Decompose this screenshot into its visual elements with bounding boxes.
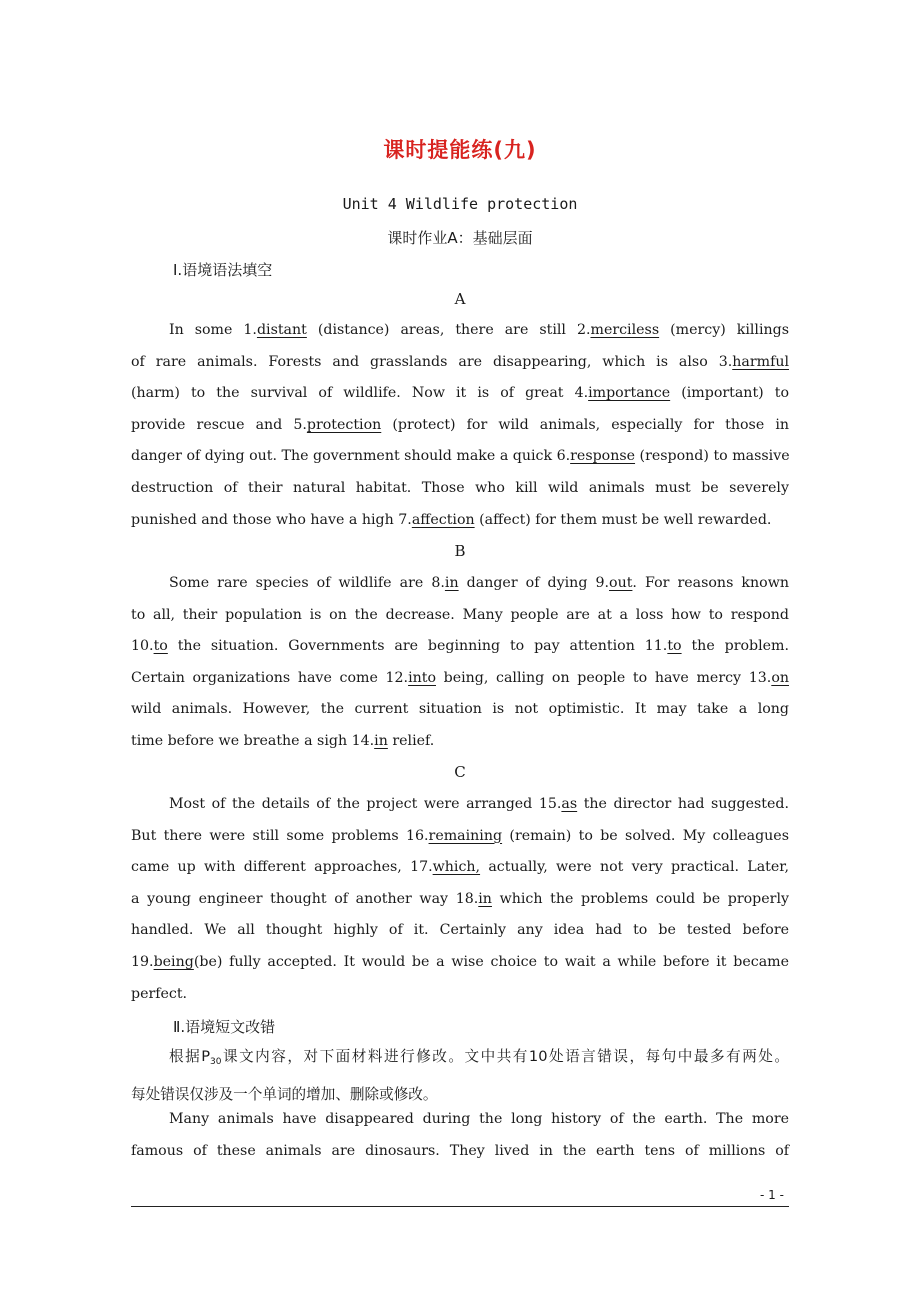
passage-text: (respond) to massive [635, 448, 790, 465]
part-a-label: A [454, 290, 466, 308]
passage-text: actually, were not very practical. Later, [480, 859, 789, 876]
answer-blank: to [667, 638, 682, 655]
blank-number: 5. [293, 416, 307, 433]
blank-number: 17. [410, 859, 433, 876]
passage-line [131, 315, 789, 347]
document-title: 课时提能练(九) [383, 138, 537, 162]
passage-text: the director had suggested. [577, 796, 789, 812]
blank-number: 13. [748, 669, 772, 686]
passage-line [131, 915, 789, 947]
passage-text: Most of the details of the project were arranged [169, 796, 539, 812]
passage-text: Certain organizations have come [131, 669, 386, 686]
part-b-passage [131, 568, 789, 758]
passage-line [131, 789, 789, 821]
answer-blank: merciless [590, 322, 660, 338]
passage-text: (mercy) killings [659, 322, 789, 338]
instruction-line: 根据$P_{30}$课文内容，对下面材料进行修改。文中共有10处语言错误，每句中最多有两处。 [169, 1048, 789, 1067]
passage-text: danger of dying out. The government should make a quick [131, 448, 557, 465]
passage-text: perfect. [131, 985, 188, 1002]
passage-text: to all, their population is on the decrease. Many people are at a loss how to respond [131, 606, 789, 623]
passage-text: famous of these animals are dinosaurs. They lived in the earth tens of millions of [131, 1142, 789, 1159]
footer-rule [131, 1206, 789, 1207]
blank-number: 4. [574, 385, 589, 402]
blank-number: 1. [243, 322, 257, 338]
answer-blank: distant [256, 322, 307, 338]
blank-number: 9. [595, 575, 610, 591]
answer-blank: in [444, 575, 459, 591]
passage-text: relief. [387, 732, 435, 749]
blank-number: 2. [576, 322, 591, 338]
passage-line [131, 726, 789, 758]
unit-heading: Unit 4 Wildlife protection [342, 195, 578, 213]
passage-text: (distance) areas, there are still [306, 322, 577, 338]
passage-line [131, 1104, 789, 1136]
answer-blank: affection [411, 511, 475, 528]
answer-blank: which, [432, 859, 481, 876]
blank-number: 8. [431, 575, 445, 591]
passage-text: punished and those who have a high [131, 511, 399, 528]
passage-text: In some [169, 322, 244, 338]
passage-text: the situation. Governments are beginning to pay attention [167, 638, 645, 655]
lesson-subtitle: 课时作业A：基础层面 [387, 229, 533, 247]
blank-number: 10. [131, 638, 154, 655]
instruction-line: 每处错误仅涉及一个单词的增加、删除或修改。 [131, 1085, 438, 1103]
answer-blank: as [561, 796, 578, 812]
passage-text: a young engineer thought of another way [131, 890, 456, 907]
passage-text: destruction of their natural habitat. Those who kill wild animals must be severely [131, 479, 789, 496]
answer-blank: to [153, 638, 168, 655]
answer-blank: on [771, 669, 789, 686]
section-2-instruction [131, 1041, 789, 1110]
answer-blank: into [408, 669, 436, 686]
passage-line [131, 852, 789, 884]
section-2-passage [131, 1104, 789, 1167]
passage-text: danger of dying [458, 575, 596, 591]
answer-blank: in [478, 890, 492, 907]
blank-number: 3. [718, 353, 733, 370]
blank-number: 11. [644, 638, 668, 655]
answer-blank: remaining [428, 827, 503, 844]
blank-number: 14. [351, 732, 375, 749]
passage-text: . For reasons known [632, 575, 789, 591]
passage-line [131, 347, 789, 379]
blank-number: 16. [405, 827, 429, 844]
part-c-passage [131, 789, 789, 1010]
answer-blank: response [570, 448, 636, 465]
passage-text: handled. We all thought highly of it. Certainly any idea had to be tested before [131, 922, 789, 939]
passage-text: of rare animals. Forests and grasslands are disappearing, which is also [131, 353, 719, 370]
blank-number: 7. [398, 511, 412, 528]
answer-blank: protection [306, 416, 382, 433]
passage-text: came up with different approaches, [131, 859, 411, 876]
passage-line [131, 473, 789, 505]
blank-number: 18. [455, 890, 479, 907]
passage-text: (remain) to be solved. My colleagues [502, 827, 789, 844]
answer-blank: importance [588, 385, 671, 402]
blank-number: 12. [385, 669, 409, 686]
passage-text: (affect) for them must be well rewarded. [474, 511, 772, 528]
passage-line [131, 663, 789, 695]
passage-line [131, 821, 789, 853]
passage-text: Many animals have disappeared during the long history of the earth. The more [169, 1111, 789, 1127]
passage-line [131, 694, 789, 726]
blank-number: 6. [556, 448, 571, 465]
passage-line [131, 600, 789, 632]
passage-line [131, 378, 789, 410]
passage-line [131, 568, 789, 600]
passage-line [131, 505, 789, 537]
answer-blank: being [153, 953, 194, 970]
passage-text: provide rescue and [131, 416, 294, 433]
passage-text: being, calling on people to have mercy [435, 669, 749, 686]
passage-text: the problem. [681, 638, 789, 655]
passage-text: (be) fully accepted. It would be a wise choice to wait a while before it became [193, 953, 789, 970]
answer-blank: out [609, 575, 633, 591]
passage-line [131, 631, 789, 663]
page-number: - 1 - [760, 1188, 784, 1202]
passage-text: time before we breathe a sigh [131, 732, 352, 749]
passage-text: Some rare species of wildlife are [169, 575, 432, 591]
answer-blank: in [374, 732, 388, 749]
passage-line [131, 441, 789, 473]
part-b-label: B [454, 542, 466, 560]
passage-text: which the problems could be properly [491, 890, 789, 907]
part-a-passage [131, 315, 789, 536]
passage-text: (important) to [670, 385, 789, 402]
passage-text: (protect) for wild animals, especially for those in [381, 416, 789, 433]
passage-line [131, 410, 789, 442]
passage-text: wild animals. However, the current situation is not optimistic. It may take a long [131, 701, 789, 718]
passage-line [131, 979, 789, 1011]
passage-text: (harm) to the survival of wildlife. Now it is of great [131, 385, 575, 402]
answer-blank: harmful [732, 353, 789, 370]
blank-number: 15. [538, 796, 562, 812]
blank-number: 19. [131, 953, 154, 970]
section-1-heading: Ⅰ.语境语法填空 [173, 261, 273, 279]
passage-line [131, 1136, 789, 1168]
passage-line [131, 884, 789, 916]
section-2-heading: Ⅱ.语境短文改错 [173, 1018, 276, 1036]
part-c-label: C [454, 763, 466, 781]
passage-line [131, 947, 789, 979]
passage-text: But there were still some problems [131, 827, 406, 844]
